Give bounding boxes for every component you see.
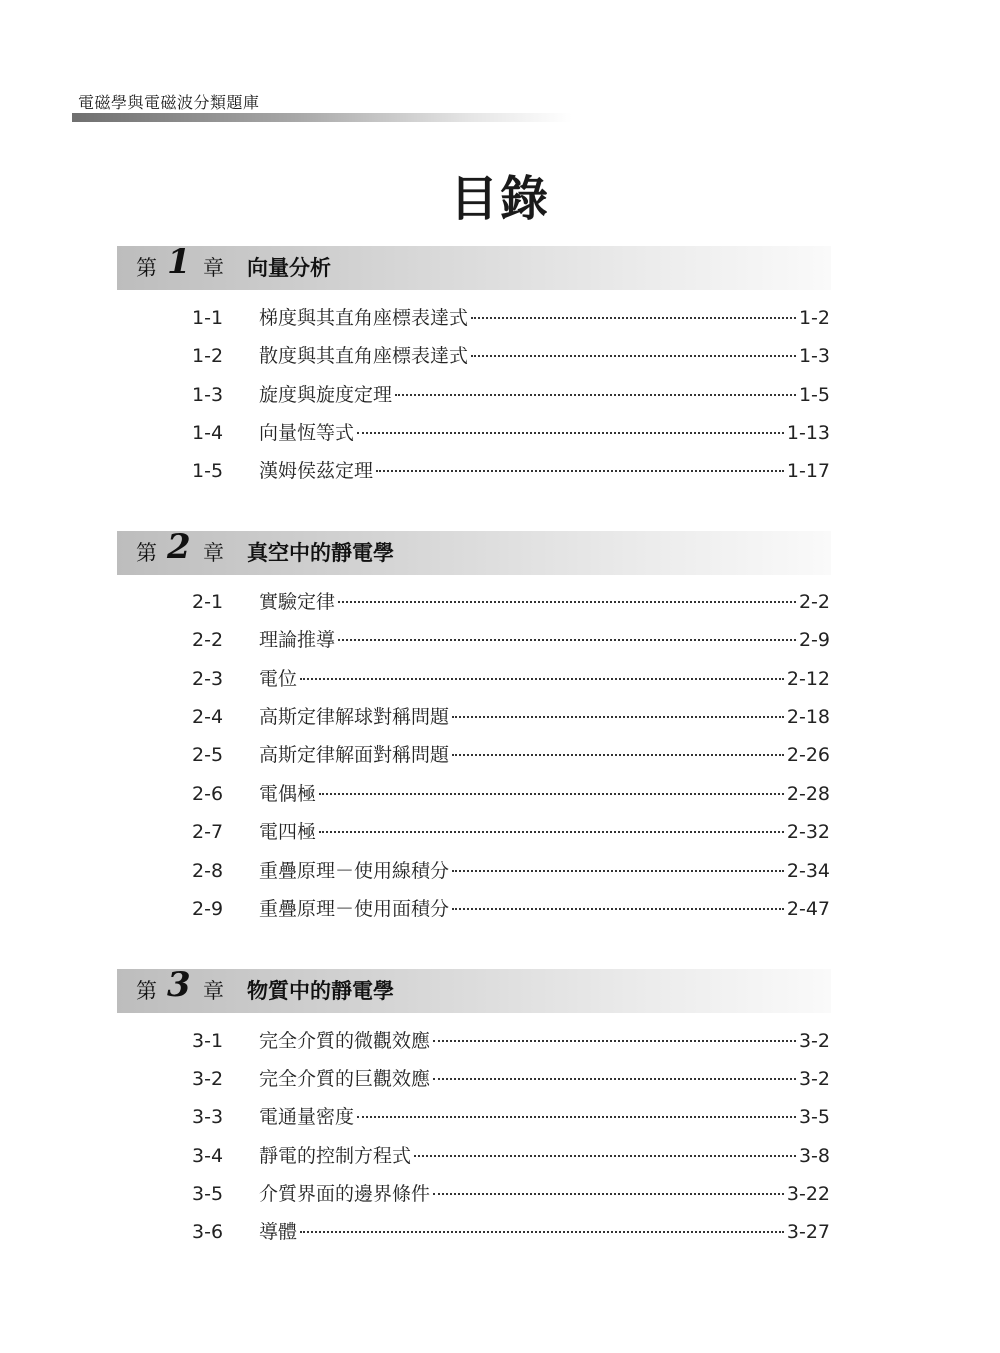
toc-entry-3-6[interactable]	[192, 1219, 830, 1245]
page-number: 3-5	[798, 1106, 830, 1128]
page-number: 2-34	[786, 860, 830, 882]
section-title: 梯度與其直角座標表達式	[259, 307, 469, 329]
toc-entry-1-3[interactable]	[192, 382, 830, 408]
toc-entry-2-6[interactable]	[192, 781, 830, 807]
toc-entry-2-3[interactable]	[192, 666, 830, 692]
section-title: 漢姆侯茲定理	[259, 460, 374, 482]
page-number: 1-17	[786, 460, 830, 482]
dot-leader	[338, 639, 796, 641]
section-title: 完全介質的微觀效應	[259, 1030, 431, 1052]
section-title: 靜電的控制方程式	[259, 1145, 412, 1167]
dot-leader	[395, 394, 796, 396]
page-number: 1-2	[798, 307, 830, 329]
dot-leader	[319, 793, 784, 795]
section-title: 實驗定律	[259, 591, 336, 613]
running-header-book-title: 電磁學與電磁波分類題庫	[78, 93, 260, 112]
section-title: 導體	[259, 1221, 298, 1243]
page-number: 1-3	[798, 345, 830, 367]
section-title: 理論推導	[259, 629, 336, 651]
section-number: 2-1	[192, 591, 224, 613]
page-title: 目錄	[449, 171, 550, 227]
chapter-prefix: 第	[136, 979, 157, 1003]
page-number: 1-5	[798, 384, 830, 406]
dot-leader	[452, 716, 784, 718]
toc-entry-2-4[interactable]	[192, 704, 830, 730]
toc-entry-1-4[interactable]	[192, 420, 830, 446]
page-number: 2-28	[786, 783, 830, 805]
header-rule	[72, 113, 572, 122]
section-number: 2-4	[192, 706, 224, 728]
section-number: 1-1	[192, 307, 224, 329]
section-number: 3-4	[192, 1145, 224, 1167]
dot-leader	[300, 1231, 784, 1233]
section-title: 電位	[259, 668, 298, 690]
page-number: 2-2	[798, 591, 830, 613]
dot-leader	[452, 908, 784, 910]
toc-entry-3-3[interactable]	[192, 1104, 830, 1130]
chapter-title: 向量分析	[247, 256, 331, 280]
section-number: 2-9	[192, 898, 224, 920]
dot-leader	[433, 1193, 784, 1195]
section-title: 重疊原理－使用面積分	[259, 898, 450, 920]
chapter-prefix: 第	[136, 256, 157, 280]
section-number: 1-3	[192, 384, 224, 406]
dot-leader	[357, 432, 784, 434]
section-title: 電通量密度	[259, 1106, 355, 1128]
chapter-suffix: 章	[203, 256, 224, 280]
dot-leader	[319, 831, 784, 833]
toc-entry-2-1[interactable]	[192, 589, 830, 615]
toc-entry-1-5[interactable]	[192, 458, 830, 484]
toc-entry-3-1[interactable]	[192, 1028, 830, 1054]
page-number: 2-12	[786, 668, 830, 690]
section-title: 電四極	[259, 821, 317, 843]
toc-entry-2-8[interactable]	[192, 858, 830, 884]
page-number: 2-18	[786, 706, 830, 728]
chapter-prefix: 第	[136, 541, 157, 565]
dot-leader	[471, 355, 796, 357]
page-number: 3-2	[798, 1030, 830, 1052]
dot-leader	[471, 317, 796, 319]
section-title: 介質界面的邊界條件	[259, 1183, 431, 1205]
page-number: 2-32	[786, 821, 830, 843]
page-number: 2-26	[786, 744, 830, 766]
toc-entry-2-2[interactable]	[192, 627, 830, 653]
section-number: 2-7	[192, 821, 224, 843]
toc-entry-3-4[interactable]	[192, 1143, 830, 1169]
section-title: 完全介質的巨觀效應	[259, 1068, 431, 1090]
dot-leader	[452, 754, 784, 756]
chapter-heading-3	[117, 965, 831, 1013]
section-title: 高斯定律解球對稱問題	[259, 706, 450, 728]
section-title: 重疊原理－使用線積分	[259, 860, 450, 882]
chapter-title: 物質中的靜電學	[247, 979, 394, 1003]
dot-leader	[338, 601, 796, 603]
toc-entry-2-5[interactable]	[192, 742, 830, 768]
dot-leader	[433, 1040, 796, 1042]
section-number: 1-4	[192, 422, 224, 444]
toc-entry-2-7[interactable]	[192, 819, 830, 845]
section-number: 1-2	[192, 345, 224, 367]
page-number: 2-47	[786, 898, 830, 920]
toc-entry-2-9[interactable]	[192, 896, 830, 922]
page-number: 3-27	[786, 1221, 830, 1243]
section-title: 電偶極	[259, 783, 317, 805]
toc-entry-1-2[interactable]	[192, 343, 830, 369]
dot-leader	[376, 470, 784, 472]
toc-entry-1-1[interactable]	[192, 305, 830, 331]
dot-leader	[414, 1155, 796, 1157]
section-title: 散度與其直角座標表達式	[259, 345, 469, 367]
chapter-suffix: 章	[203, 979, 224, 1003]
section-title: 旋度與旋度定理	[259, 384, 393, 406]
section-number: 3-3	[192, 1106, 224, 1128]
chapter-heading-1	[117, 242, 831, 290]
page-number: 1-13	[786, 422, 830, 444]
chapter-number: 2	[167, 527, 191, 567]
toc-entry-3-5[interactable]	[192, 1181, 830, 1207]
section-number: 3-2	[192, 1068, 224, 1090]
dot-leader	[300, 678, 784, 680]
dot-leader	[452, 870, 784, 872]
dot-leader	[433, 1078, 796, 1080]
section-number: 2-2	[192, 629, 224, 651]
chapter-number: 3	[167, 965, 191, 1005]
page-number: 3-22	[786, 1183, 830, 1205]
section-number: 1-5	[192, 460, 224, 482]
chapter-number: 1	[167, 242, 191, 282]
chapter-heading-2	[117, 527, 831, 575]
section-number: 2-6	[192, 783, 224, 805]
dot-leader	[357, 1116, 796, 1118]
chapter-title: 真空中的靜電學	[247, 541, 394, 565]
section-number: 2-8	[192, 860, 224, 882]
page-number: 3-2	[798, 1068, 830, 1090]
section-number: 3-6	[192, 1221, 224, 1243]
section-title: 向量恆等式	[259, 422, 355, 444]
page-number: 3-8	[798, 1145, 830, 1167]
section-number: 3-1	[192, 1030, 224, 1052]
toc-entry-3-2[interactable]	[192, 1066, 830, 1092]
section-number: 2-3	[192, 668, 224, 690]
section-title: 高斯定律解面對稱問題	[259, 744, 450, 766]
section-number: 3-5	[192, 1183, 224, 1205]
chapter-suffix: 章	[203, 541, 224, 565]
page-number: 2-9	[798, 629, 830, 651]
section-number: 2-5	[192, 744, 224, 766]
